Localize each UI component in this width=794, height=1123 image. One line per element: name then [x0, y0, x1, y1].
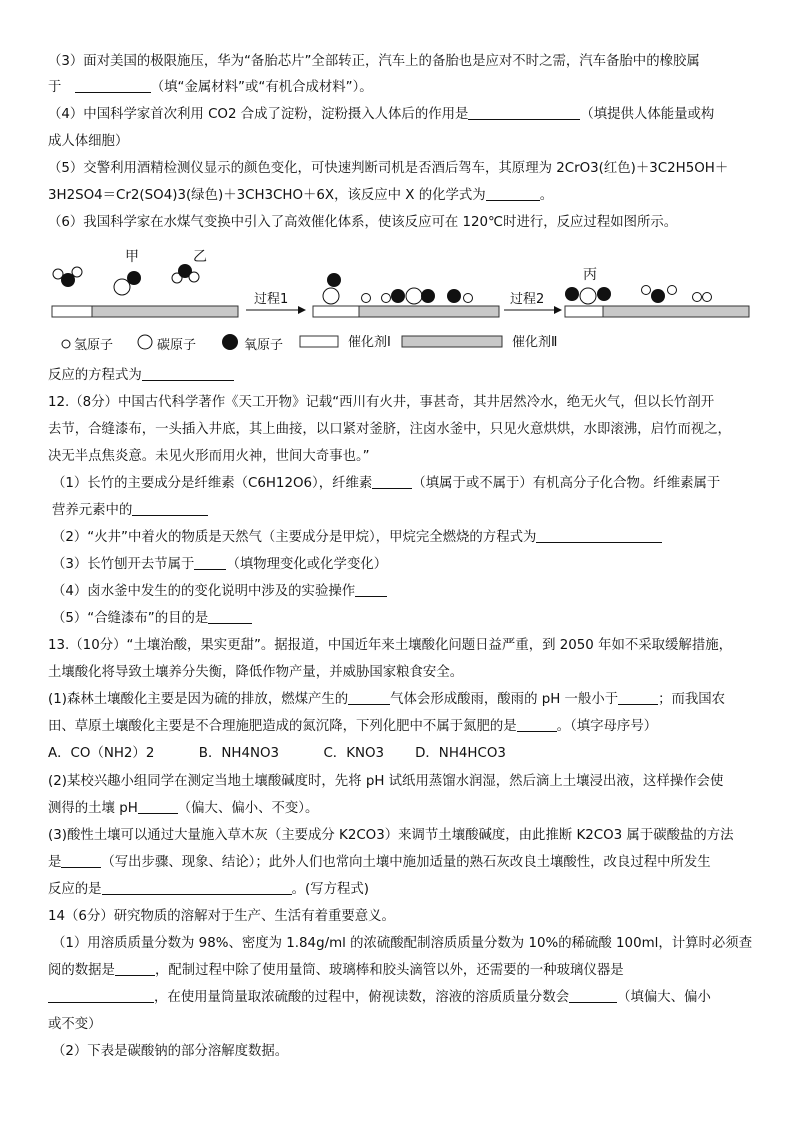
- line-text: (3)酸性土壤可以通过大量施入草木灰（主要成分 K2CO3）来调节土壤酸碱度，由此推断 K2CO3 属于碳酸盐的方法: [48, 828, 734, 843]
- legend-hydrogen: 氢原子: [74, 338, 114, 353]
- line-text: （填属于或不属于）有机高分子化合物。纤维素属于: [412, 476, 721, 491]
- line-text: ；而我国农: [658, 692, 726, 707]
- text-line: [48, 664, 463, 682]
- process-2-label: 过程2: [510, 292, 545, 307]
- text-line: [52, 1043, 288, 1061]
- line-text: （偏大、偏小、不变）。: [177, 801, 319, 816]
- line-text: 3H2SO4＝Cr2(SO4)3(绿色)＋3CH3CHO＋6X，该反应中 X 的化学式为: [48, 188, 486, 203]
- text-line: [48, 745, 506, 763]
- text-line: [52, 529, 662, 547]
- answer-blank[interactable]: [142, 367, 234, 381]
- text-line: [48, 989, 711, 1007]
- line-text: 12.（8分）中国古代科学著作《天工开物》记载“西川有火井，事甚奇，其井居然冷水，绝无火气，但以长竹剖开: [48, 395, 715, 410]
- line-text: （1）用溶质质量分数为 98%、密度为 1.84g/ml 的浓硫酸配制溶质质量分数为 10%的稀硫酸 100ml，计算时必须查: [52, 936, 753, 951]
- text-line: [48, 800, 318, 818]
- answer-blank[interactable]: [355, 583, 387, 597]
- catalyst-2-strip-right: [603, 306, 749, 317]
- line-text: 13.（10分）“土壤治酸，果实更甜”。据报道，中国近年来土壤酸化问题日益严重，到 2050 年如不采取缓解措施，: [48, 638, 732, 653]
- text-line: [52, 610, 252, 628]
- catalyst-2-strip: [92, 306, 238, 317]
- line-text: (2)某校兴趣小组同学在测定当地土壤酸碱度时，先将 pH 试纸用蒸馏水润湿，然后滴上土壤浸出液，这样操作会使: [48, 774, 724, 789]
- catalyst-1-strip: [52, 306, 92, 317]
- line-text: （填“金属材料”或“有机合成材料”）。: [150, 80, 373, 95]
- answer-blank[interactable]: [132, 502, 208, 516]
- line-text: （填提供人体能量或构: [580, 107, 715, 122]
- text-line: [48, 773, 723, 791]
- legend-carbon: 碳原子: [157, 338, 197, 353]
- legend: [62, 334, 557, 353]
- line-text: 成人体细胞）: [48, 134, 129, 149]
- text-line: [48, 881, 369, 899]
- line-text: （填偏大、偏小: [617, 990, 711, 1005]
- line-text: 去节，合缝漆布，一头插入井底，其上曲接，以口紧对釜脐，注卤水釜中，只见火意烘烘，水即滚沸，启竹而视之，: [48, 422, 731, 437]
- line-text: 。: [539, 188, 554, 203]
- line-text: ，在使用量筒量取浓硫酸的过程中，俯视读数，溶液的溶质质量分数会: [154, 990, 570, 1005]
- catalyst-2-strip-mid: [359, 306, 499, 317]
- legend-oxygen: 氧原子: [244, 338, 284, 353]
- line-text: 测得的土壤 pH: [48, 801, 138, 816]
- text-line: [48, 448, 370, 466]
- label-bing: 丙: [583, 267, 597, 283]
- text-line: [48, 394, 714, 412]
- answer-blank[interactable]: [48, 989, 154, 1003]
- line-text: 土壤酸化将导致土壤养分失衡，降低作物产量，并威胁国家粮食安全。: [48, 665, 464, 680]
- text-line: [48, 367, 234, 385]
- line-text: 。（填字母序号）: [556, 719, 658, 734]
- catalyst-1-strip-right: [565, 306, 603, 317]
- molecule-yi: [172, 264, 199, 283]
- line-text: 是: [48, 855, 62, 870]
- text-line: [48, 1016, 102, 1034]
- legend-catalyst-2: 催化剂Ⅱ: [512, 335, 558, 350]
- answer-blank[interactable]: [569, 989, 617, 1003]
- line-text: （4）中国科学家首次利用 CO2 合成了淀粉，淀粉摄入人体后的作用是: [48, 107, 469, 122]
- answer-blank[interactable]: [138, 800, 178, 814]
- line-text: (1)森林土壤酸化主要是因为硫的排放，燃煤产生的: [48, 692, 349, 707]
- text-line: [48, 421, 731, 439]
- answer-blank[interactable]: [194, 556, 226, 570]
- line-text: 气体会形成酸雨，酸雨的 pH 一般小于: [390, 692, 619, 707]
- molecule-jia-left: [53, 267, 82, 287]
- line-text: （6）我国科学家在水煤气变换中引入了高效催化体系，使该反应可在 120℃时进行，反应过程如图所示。: [48, 215, 678, 230]
- line-text: （1）长竹的主要成分是纤维素（C6H12O6），纤维素: [52, 476, 373, 491]
- answer-blank[interactable]: [61, 854, 101, 868]
- text-line: [52, 583, 387, 601]
- line-text: 或不变）: [48, 1017, 102, 1032]
- reaction-diagram: [0, 0, 794, 360]
- text-line: [48, 827, 734, 845]
- text-line: [52, 475, 720, 493]
- text-line: [48, 691, 725, 709]
- molecule-bing: [565, 287, 611, 304]
- line-text: 决无半点焦炎意。未见火形而用火神，世间大奇事也。”: [48, 449, 370, 464]
- answer-blank[interactable]: [517, 718, 557, 732]
- line-text: 反应的方程式为: [48, 368, 142, 383]
- line-text: （2）“火井”中着火的物质是天然气（主要成分是甲烷），甲烷完全燃烧的方程式为: [52, 530, 537, 545]
- middle-atoms: [323, 273, 473, 304]
- process-1-label: 过程1: [254, 292, 289, 307]
- line-text: 营养元素中的: [52, 503, 133, 518]
- answer-blank[interactable]: [618, 691, 658, 705]
- line-text: 。(写方程式): [291, 882, 369, 897]
- answer-blank[interactable]: [115, 962, 155, 976]
- line-text: （3）面对美国的极限施压，华为“备胎芯片”全部转正，汽车上的备胎也是应对不时之需，汽车备胎中的橡胶属: [48, 54, 700, 69]
- label-jia: 甲: [125, 249, 139, 265]
- molecule-right-2: [642, 286, 677, 304]
- text-line: [48, 908, 395, 926]
- line-text: ，配制过程中除了使用量筒、玻璃棒和胶头滴管以外，还需要的一种玻璃仪器是: [154, 963, 624, 978]
- line-text: （5）交警利用酒精检测仪显示的颜色变化，可快速判断司机是否酒后驾车，其原理为 2CrO3(红色)＋3C2H5OH＋: [48, 161, 729, 176]
- text-line: [48, 962, 624, 980]
- molecule-co-1: [114, 271, 141, 295]
- text-line: [48, 854, 711, 872]
- line-text: （5）“合缝漆布”的目的是: [52, 611, 209, 626]
- answer-blank[interactable]: [208, 610, 252, 624]
- line-text: 于: [48, 80, 75, 95]
- line-text: 反应的是: [48, 882, 102, 897]
- text-line: [52, 935, 752, 953]
- molecule-h2: [693, 293, 712, 302]
- answer-blank[interactable]: [372, 475, 412, 489]
- label-yi: 乙: [193, 249, 207, 265]
- text-line: [48, 637, 732, 655]
- line-text: 14（6分）研究物质的溶解对于生产、生活有着重要意义。: [48, 909, 395, 924]
- answer-blank[interactable]: [102, 881, 292, 895]
- line-text: （写出步骤、现象、结论）；此外人们也常向土壤中施加适量的熟石灰改良土壤酸性，改良过程中所发生: [101, 855, 711, 870]
- line-text: 阅的数据是: [48, 963, 115, 978]
- text-line: [48, 718, 657, 736]
- legend-catalyst-1: 催化剂Ⅰ: [348, 335, 391, 350]
- answer-blank[interactable]: [536, 529, 662, 543]
- line-text: （4）卤水釜中发生的的变化说明中涉及的实验操作: [52, 584, 356, 599]
- text-line: [52, 556, 387, 574]
- line-text: （填物理变化或化学变化）: [226, 557, 388, 572]
- line-text: （2）下表是碳酸钠的部分溶解度数据。: [52, 1044, 289, 1059]
- answer-blank[interactable]: [348, 691, 390, 705]
- line-text: （3）长竹刨开去节属于: [52, 557, 195, 572]
- line-text: A．CO（NH2）2 B．NH4NO3 C．KNO3 D．NH4HCO3: [48, 746, 506, 761]
- catalyst-1-strip-mid: [313, 306, 359, 317]
- text-line: [52, 502, 208, 520]
- line-text: 田、草原土壤酸化主要是不合理施肥造成的氮沉降，下列化肥中不属于氮肥的是: [48, 719, 517, 734]
